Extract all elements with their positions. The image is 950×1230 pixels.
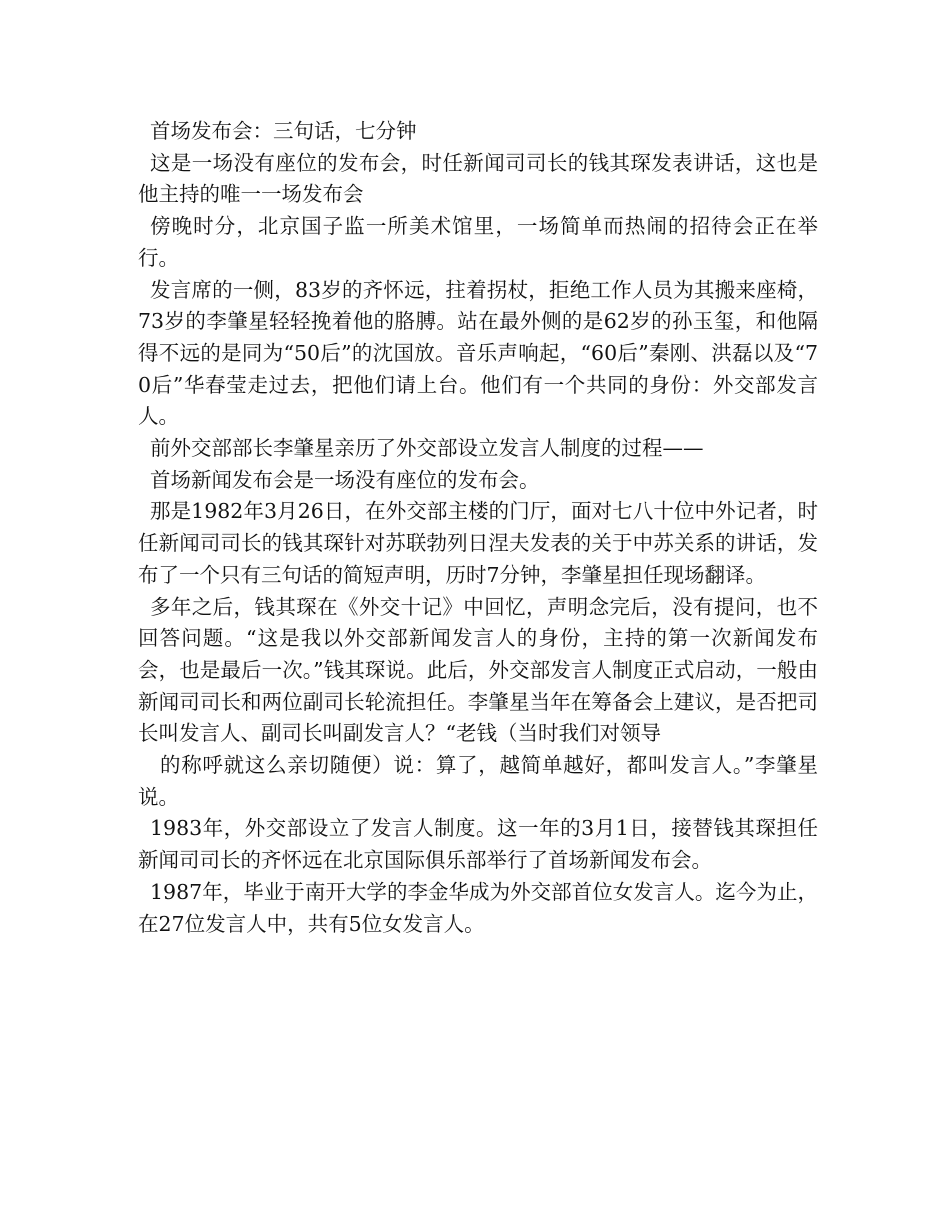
paragraph: 1987年，毕业于南开大学的李金华成为外交部首位女发言人。迄今为止，在27位发言人中，共有5位女发言人。 xyxy=(138,879,818,936)
paragraph: 傍晚时分，北京国子监一所美术馆里，一场简单而热闹的招待会正在举行。 xyxy=(138,214,818,270)
paragraph: 首场新闻发布会是一场没有座位的发布会。 xyxy=(150,467,540,492)
article-title: 首场发布会：三句话，七分钟 xyxy=(150,119,417,143)
paragraph: 1983年，外交部设立了发言人制度。这一年的3月1日，接替钱其琛担任新闻司司长的齐怀远在北京国际俱乐部举行了首场新闻发布会。 xyxy=(138,816,818,873)
paragraph: 前外交部部长李肇星亲历了外交部设立发言人制度的过程—— xyxy=(150,436,704,461)
paragraph: 多年之后，钱其琛在《外交十记》中回忆，声明念完后，没有提问，也不回答问题。“这是我以外交部新闻发言人的身份，主持的第一次新闻发布会，也是最后一次。”钱其琛说。此后，外交部发言人制度正式启动，一般由新闻司司长和两位副司长轮流担任。李肇星当年在筹备会上建议，是否把司长叫发言人、副司长叫副发言人？“老钱（当时我们对领导 xyxy=(138,594,818,746)
article-subtitle: 这是一场没有座位的发布会，时任新闻司司长的钱其琛发表讲话，这也是他主持的唯一一场发布会 xyxy=(138,150,818,207)
paragraph: 那是1982年3月26日，在外交部主楼的门厅，面对七八十位中外记者，时任新闻司司长的钱其琛针对苏联勃列日涅夫发表的关于中苏关系的讲话，发布了一个只有三句话的简短声明，历时7分钟，李肇星担任现场翻译。 xyxy=(138,499,818,587)
paragraph: 的称呼就这么亲切随便）说：算了，越简单越好，都叫发言人。”李肇星说。 xyxy=(138,753,818,809)
document-page xyxy=(138,116,818,940)
paragraph: 发言席的一侧，83岁的齐怀远，拄着拐杖，拒绝工作人员为其搬来座椅，73岁的李肇星轻轻挽着他的胳膊。站在最外侧的是62岁的孙玉玺，和他隔得不远的是同为“50后”的沈国放。音乐声响起，“60后”秦刚、洪磊以及“70后”华春莹走过去，把他们请上台。他们有一个共同的身份：外交部发言人。 xyxy=(138,277,818,429)
